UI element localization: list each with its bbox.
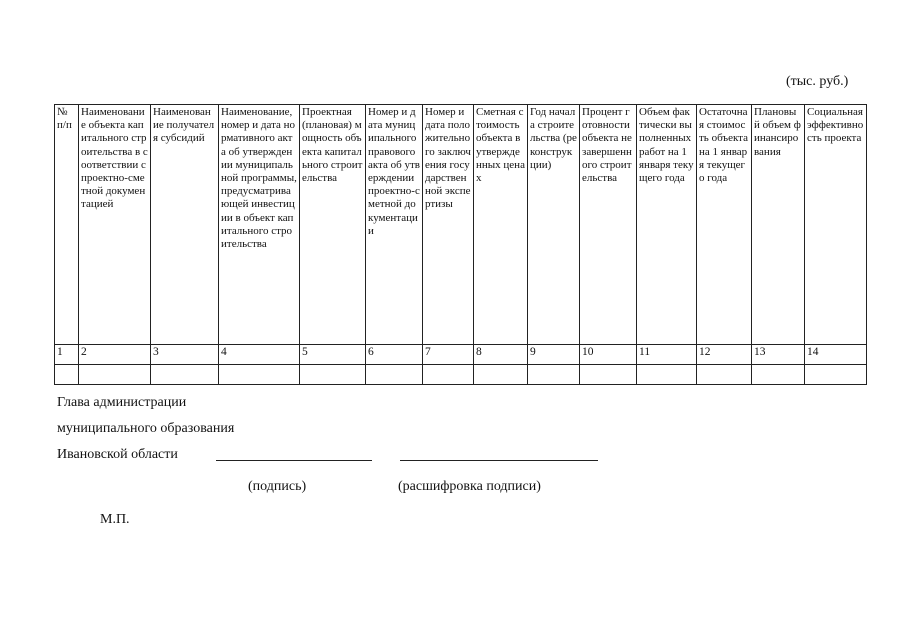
empty-cell: [474, 365, 528, 385]
header-cell-planned-funding: Плановый объем финансирования: [752, 105, 805, 345]
empty-cell: [219, 365, 300, 385]
column-number-cell: 5: [300, 345, 366, 365]
column-number-cell: 10: [580, 345, 637, 365]
column-number-cell: 14: [805, 345, 867, 365]
column-number-cell: 12: [697, 345, 752, 365]
column-number-row: [55, 345, 867, 365]
signatory-title-line2: муниципального образования: [57, 421, 235, 436]
report-table: [54, 104, 867, 385]
column-number-cell: 11: [637, 345, 697, 365]
header-cell-object-name: Наименование объекта капитального строительства в соответствии с проектно-сметной документацией: [79, 105, 151, 345]
signatory-title-line1: Глава администрации: [57, 395, 187, 410]
empty-cell: [637, 365, 697, 385]
header-cell-number: № п/п: [55, 105, 79, 345]
column-number-cell: 13: [752, 345, 805, 365]
header-cell-start-year: Год начала строительства (реконструкции): [528, 105, 580, 345]
column-number-cell: 7: [423, 345, 474, 365]
column-number-cell: 4: [219, 345, 300, 365]
empty-cell: [366, 365, 423, 385]
column-number-cell: 6: [366, 345, 423, 365]
column-number-cell: 9: [528, 345, 580, 365]
empty-cell: [580, 365, 637, 385]
column-number-cell: 1: [55, 345, 79, 365]
empty-cell: [528, 365, 580, 385]
signature-decoding-caption: (расшифровка подписи): [398, 479, 541, 494]
header-cell-capacity: Проектная (плановая) мощность объекта капитального строительства: [300, 105, 366, 345]
empty-data-row: [55, 365, 867, 385]
header-cell-residual-cost: Остаточная стоимость объекта на 1 января текущего года: [697, 105, 752, 345]
empty-cell: [79, 365, 151, 385]
header-cell-social-efficiency: Социальная эффективность проекта: [805, 105, 867, 345]
header-cell-expertise: Номер и дата положительного заключения государственной экспертизы: [423, 105, 474, 345]
unit-label: (тыс. руб.): [786, 74, 849, 89]
column-number-cell: 3: [151, 345, 219, 365]
column-number-cell: 8: [474, 345, 528, 365]
header-cell-readiness: Процент готовности объекта незавершенного строительства: [580, 105, 637, 345]
column-number-cell: 2: [79, 345, 151, 365]
empty-cell: [55, 365, 79, 385]
empty-cell: [423, 365, 474, 385]
signature-decoding-line: [400, 460, 598, 461]
signature-line: [216, 460, 372, 461]
header-cell-work-volume: Объем фактически выполненных работ на 1 января текущего года: [637, 105, 697, 345]
signatory-title-line3: Ивановской области: [57, 447, 178, 462]
empty-cell: [752, 365, 805, 385]
header-cell-program-act: Наименование, номер и дата нормативного акта об утверждении муниципальной программы, предусматривающей инвестиции в объект капитального строительства: [219, 105, 300, 345]
empty-cell: [300, 365, 366, 385]
header-row: [55, 105, 867, 345]
empty-cell: [805, 365, 867, 385]
empty-cell: [151, 365, 219, 385]
stamp-place-label: М.П.: [100, 512, 130, 527]
header-cell-municipal-act: Номер и дата муниципального правового акта об утверждении проектно-сметной документации: [366, 105, 423, 345]
signature-caption: (подпись): [248, 479, 307, 494]
header-cell-estimated-cost: Сметная стоимость объекта в утвержденных ценах: [474, 105, 528, 345]
empty-cell: [697, 365, 752, 385]
header-cell-recipient: Наименование получателя субсидий: [151, 105, 219, 345]
